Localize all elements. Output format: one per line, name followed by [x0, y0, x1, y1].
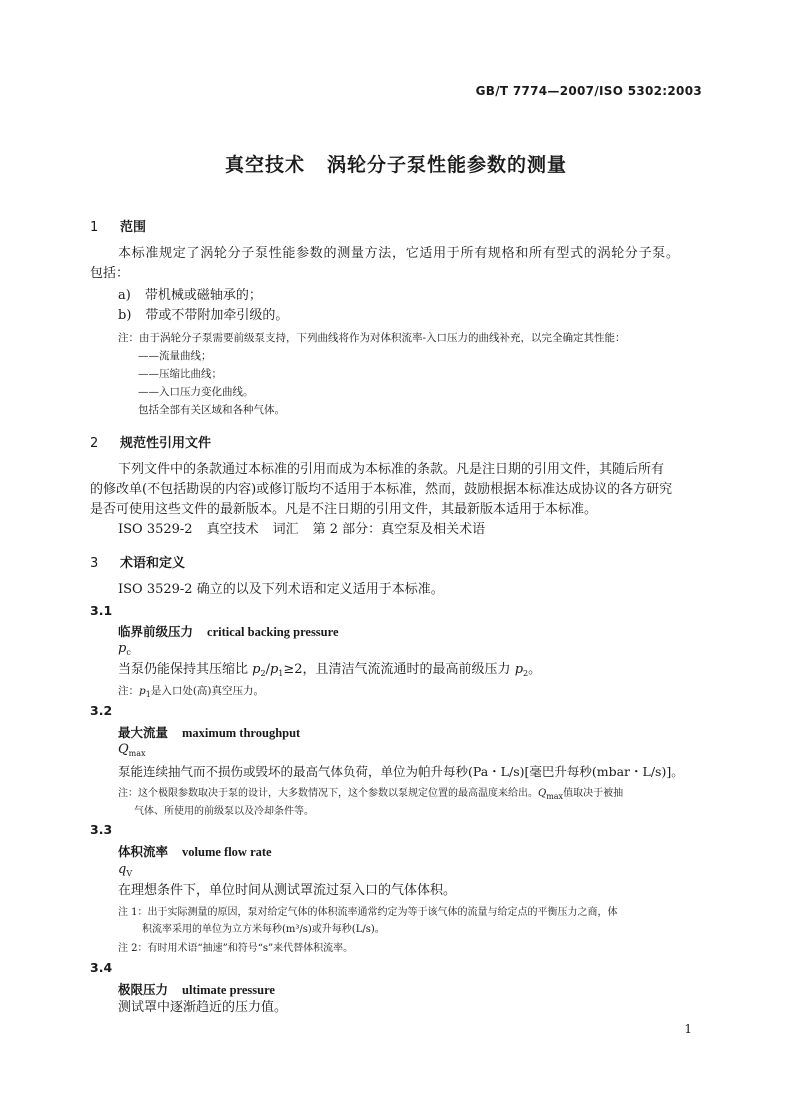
list-item-b: b) 带或不带附加牵引级的。 [118, 308, 289, 323]
term-3-2-note-line-1: 注：这个极限参数取决于泵的设计，大多数情况下，这个参数以泵规定位置的最高温度来给出。$Q_{max}$值取决于被抽 [118, 788, 624, 801]
term-3-2-symbol: $Q_{max}$ [118, 742, 146, 758]
term-3-2-definition: 泵能连续抽气而不损伤或毁坏的最高气体负荷，单位为帕升每秒(Pa・L/s)[毫巴升每秒(mbar・L/s)]。 [118, 764, 684, 779]
section-1-para-cont: 包括： [90, 266, 130, 281]
section-3-heading: 3 术语和定义 [90, 556, 186, 571]
document-title [0, 150, 792, 177]
section-1-note: 注：由于涡轮分子泵需要前级泵支持，下列曲线将作为对体积流率-入口压力的曲线补充，以完全确定其性能： [118, 332, 626, 344]
standard-number: GB/T 7774—2007/ISO 5302:2003 [475, 84, 702, 98]
note-end: 包括全部有关区域和各种气体。 [138, 404, 285, 416]
section-2-heading: 2 规范性引用文件 [90, 436, 212, 451]
term-3-4-definition: 测试罩中逐渐趋近的压力值。 [118, 1000, 288, 1015]
term-3-1-number: 3.1 [90, 603, 113, 618]
term-3-3-symbol: $q_V$ [118, 862, 133, 878]
term-3-3-definition: 在理想条件下，单位时间从测试罩流过泵入口的气体体积。 [118, 883, 457, 898]
section-2-line-1: 下列文件中的条款通过本标准的引用而成为本标准的条款。凡是注日期的引用文件，其随后所有 [118, 462, 665, 477]
term-3-2-title: 最大流量 maximum throughput [118, 725, 301, 740]
section-2-line-3: 是否可使用这些文件的最新版本。凡是不注日期的引用文件，其最新版本适用于本标准。 [90, 502, 598, 517]
term-3-4-number: 3.4 [90, 960, 113, 975]
section-3-intro: ISO 3529-2 确立的以及下列术语和定义适用于本标准。 [118, 582, 444, 597]
term-3-1-symbol: $p_c$ [118, 641, 131, 657]
term-3-1-definition: 当泵仍能保持其压缩比 $p_2/p_1\ge 2$，且清洁气流流通时的最高前级压力 $p_2$。 [118, 662, 542, 678]
title-part-2: 涡轮分子泵性能参数的测量 [327, 154, 568, 176]
term-3-4-title: 极限压力 ultimate pressure [118, 982, 275, 997]
term-3-2-number: 3.2 [90, 703, 113, 718]
title-part-1: 真空技术 [224, 154, 305, 176]
term-3-2-note-line-2: 气体、所使用的前级泵以及冷却条件等。 [134, 806, 314, 817]
section-1-heading: 1 范围 [90, 220, 147, 235]
list-item-a: a) 带机械或磁轴承的； [118, 288, 262, 303]
note-curve-3: ——入口压力变化曲线。 [138, 386, 254, 398]
page-number: 1 [684, 1022, 692, 1036]
normative-reference: ISO 3529-2 真空技术 词汇 第 2 部分：真空泵及相关术语 [118, 522, 486, 537]
section-2-line-2: 的修改单(不包括勘误的内容)或修订版均不适用于本标准，然而，鼓励根据本标准达成协议的各方研究 [90, 482, 673, 497]
term-3-3-note-1-line-1: 注 1：出于实际测量的原因，泵对给定气体的体积流率通常约定为等于该气体的流量与给定点的平衡压力之商，体 [118, 907, 618, 918]
term-3-1-title: 临界前级压力 critical backing pressure [118, 624, 339, 639]
term-3-3-title: 体积流率 volume flow rate [118, 844, 272, 859]
note-curve-2: ——压缩比曲线； [138, 368, 222, 380]
term-3-3-note-1-line-2: 积流率采用的单位为立方米每秒(m³/s)或升每秒(L/s)。 [142, 924, 385, 935]
term-3-3-note-2: 注 2：有时用术语“抽速”和符号“s”来代替体积流率。 [118, 943, 354, 954]
section-1-para: 本标准规定了涡轮分子泵性能参数的测量方法，它适用于所有规格和所有型式的涡轮分子泵。 [118, 246, 680, 261]
term-3-1-note: 注：$p_1$是入口处(高)真空压力。 [118, 685, 265, 699]
term-3-3-number: 3.3 [90, 822, 113, 837]
note-curve-1: ——流量曲线； [138, 350, 212, 362]
